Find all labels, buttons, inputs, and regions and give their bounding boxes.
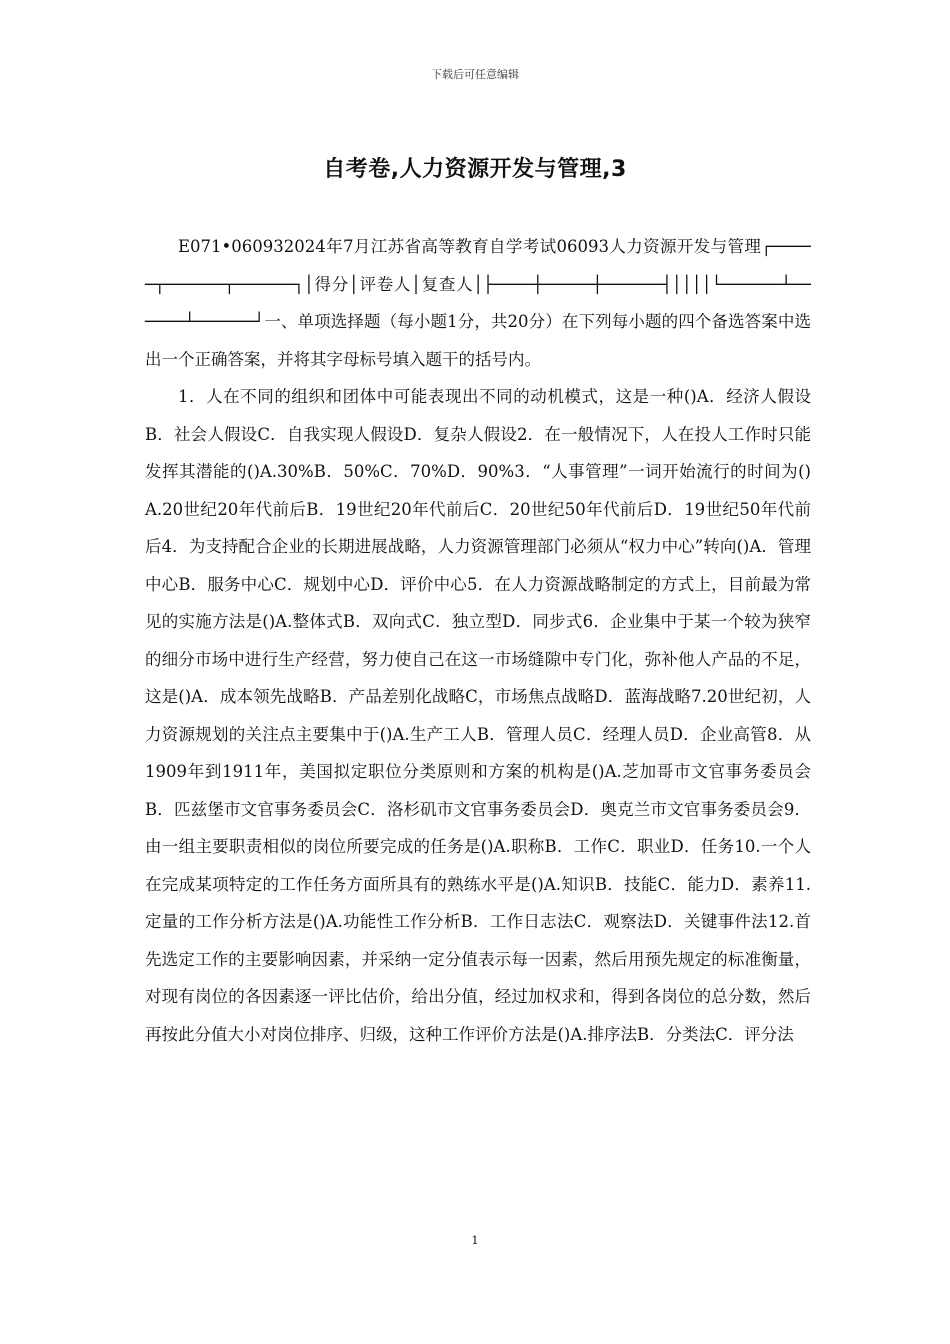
document-title: 自考卷,人力资源开发与管理,3 xyxy=(323,157,627,182)
questions-paragraph: 1．人在不同的组织和团体中可能表现出不同的动机模式，这是一种()A．经济人假设B．社会人假设C．自我实现人假设D．复杂人假设2．在一般情况下，人在投人工作时只能发挥其潜能的()A.30%B．50%C．70%D．90%3．“人事管理”一词开始流行的时间为()A.20世纪20年代前后B．19世纪20年代前后C．20世纪50年代前后D．19世纪50年代前后4．为支持配合企业的长期进展战略，人力资源管理部门必须从“权力中心”转向()A．管理中心B．服务中心C．规划中心D．评价中心5．在人力资源战略制定的方式上，目前最为常见的实施方法是()A.整体式B．双向式C．独立型D．同步式6．企业集中于某一个较为狭窄的细分市场中进行生产经营，努力使自己在这一市场缝隙中专门化，弥补他人产品的不足，这是()A．成本领先战略B．产品差别化战略C，市场焦点战略D．蓝海战略7.20世纪初，人力资源规划的关注点主要集中于()A.生产工人B．管理人员C．经理人员D．企业高管8．从1909年到1911年，美国拟定职位分类原则和方案的机构是()A.芝加哥市文官事务委员会B．匹兹堡市文官事务委员会C．洛杉矶市文官事务委员会D．奥克兰市文官事务委员会9．由一组主要职责相似的岗位所要完成的任务是()A.职称B．工作C．职业D．任务10.一个人在完成某项特定的工作任务方面所具有的熟练水平是()A.知识B．技能C．能力D．素养11.定量的工作分析方法是()A.功能性工作分析B．工作日志法C．观察法D．关键事件法12.首先选定工作的主要影响因素，并采纳一定分值表示每一因素，然后用预先规定的标准衡量，对现有岗位的各因素逐一评比估价，给出分值，经过加权求和，得到各岗位的总分数，然后再按此分值大小对岗位排序、归级，这种工作评价方法是()A.排序法B．分类法C．评分法 xyxy=(145,387,811,1044)
header-note: 下载后可任意编辑 xyxy=(431,68,519,81)
page-number: 1 xyxy=(471,1234,479,1247)
document-body xyxy=(145,228,811,1053)
intro-paragraph: E071•060932024年7月江苏省高等教育自学考试06093人力资源开发与管理┌─────┬──────┬──────┐│得分│评卷人│复查人│├────┼─────┼──────┤││││└──────┴──────┴──────┘一、单项选择题（每小题1分，共20分）在下列每小题的四个备选答案中选出一个正确答案，并将其字母标号填入题干的括号内。 xyxy=(145,237,811,369)
